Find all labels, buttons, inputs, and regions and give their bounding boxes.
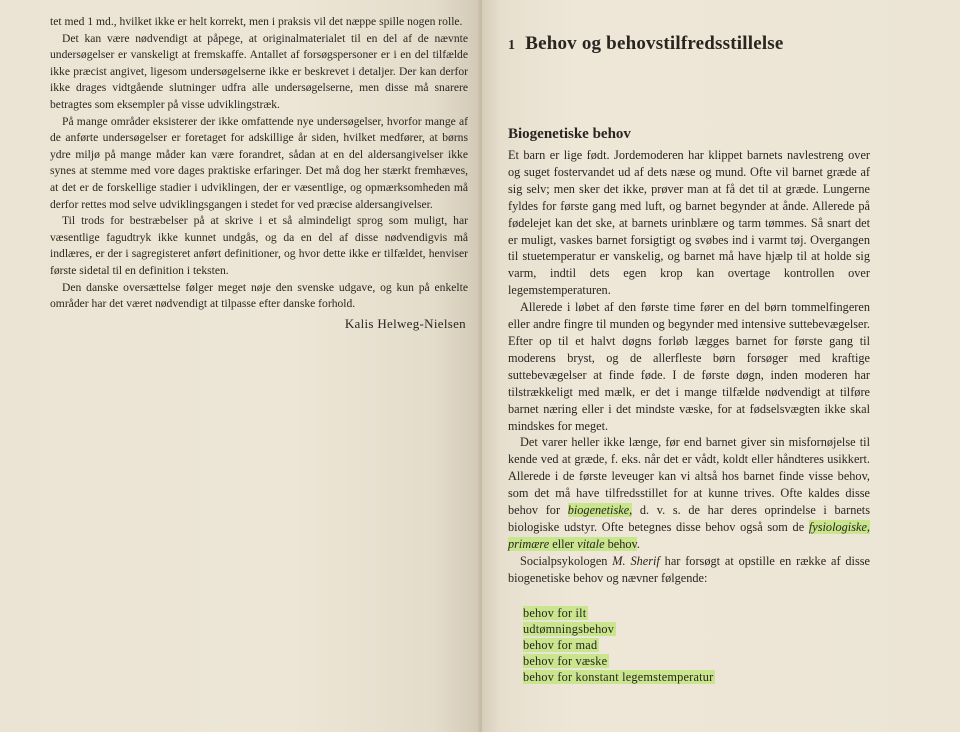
paragraph: Allerede i løbet af den første time fører en del børn tommelfingeren eller andre fingre til munden og begynder med intensive suttebevægelser. Efter op til et halvt døgns forløb lægges barnet for første gang til moderens bryst, og de allerfleste børn forsøger med kraftige suttebevægelser at finde føde. I de første døgn, inden moderen har tilstrækkeligt med mælk, er det i mange tilfælde nødvendigt at tilføre barnet næring eller i det mindste væske, for at fødselsvægten ikke skal mindskes for meget. [508,300,870,433]
highlighted-item: behov for konstant legemstemperatur [523,669,714,684]
list-item [523,637,960,653]
author-signature: Kalis Helweg-Nielsen [344,315,466,331]
text-run: d. v. s. de har deres oprindelse i barnets biologiske udstyr. Ofte betegnes disse behov også som de [508,503,871,534]
paragraph: Et barn er lige født. Jordemoderen har klippet barnets navlestreng over og suget fostervandet ud af dets næse og mund. Ofte vil barnet græde af sig selv; men sker det ikke, prøver man at få det til at græde. Lungerne fyldes for første gang med luft, og barnet begynder at ånde. Allerede på fødelejet kan det ske, at barnets urinblære og tarm tømmes. Så snart det er muligt, vaskes barnet forsigtigt og svøbes ind i varmt tøj. Overgangen til stuetemperatur er vanskelig, og barnet må have hjælp til at holde sig varm, indtil dets egen krop kan overtage kontrollen over legemstemperaturen. [508,148,870,298]
paragraph [508,434,870,552]
text-run: Det varer heller ikke længe, før end barnet giver sin misfornøjelse til kende ved at græde, f. eks. når det er vådt, koldt eller håndteres usikkert. Allerede i de første leveuger kan vi altså hos barnet finde visse behov, som det må have tilfredsstillet for at kunne trives. Ofte kaldes disse behov for [508,435,870,518]
list-item [523,669,960,685]
paragraph: Det kan være nødvendigt at påpege, at originalmaterialet til en del af de nævnte undersøgelser er vanskeligt at fremskaffe. Antallet af forsøgspersoner er i en del tilfælde ikke præcist angivet, ligesom undersøgelserne ikke er beskrevet i detaljer. Der kan derfor ikke drages vidtgående slutninger udfra alle undersøgelserne, men disse må snarere betragtes som eksempler på visse udviklingstræk. [50,31,468,111]
chapter-heading [508,33,960,55]
text-run: . [636,536,640,551]
highlighted-item: behov for ilt [523,605,587,620]
chapter-number: 1 [508,38,516,53]
paragraph [508,553,870,587]
highlighted-item: udtømningsbehov [523,621,615,636]
right-page [482,0,960,732]
right-page-body [508,147,870,587]
highlighted-term: fysiologiske, primære [508,519,870,551]
highlighted-term: vitale [577,536,605,551]
highlighted-item: behov for mad [523,637,598,652]
text-run: Socialpsykologen [520,553,613,568]
section-title: Biogenetiske behov [508,126,631,142]
list-item [523,621,960,637]
left-page-body [50,14,468,332]
highlighted-item: behov for væske [523,653,608,668]
paragraph: tet med 1 md., hvilket ikke er helt korrekt, men i praksis vil det næppe spille nogen rolle. [50,15,463,28]
text-run: behov [604,536,637,551]
needs-list [523,605,960,685]
text-run: eller [549,536,578,551]
highlighted-term: biogenetiske, [567,503,633,518]
list-item [523,653,960,669]
list-item [523,605,960,621]
paragraph: På mange områder eksisterer der ikke omfattende nye undersøgelser, hvorfor mange af de anførte undersøgelser er foretaget for adskillige år siden, hvilket medfører, at børns ydre miljø på mange måder kan være forandret, sådan at en del aldersangivelser ikke synes at stemme med vore dages praktiske erfaringer. Det må dog her stærkt fremhæves, at det er de forskellige stadier i udviklingen, der er væsentlige, og opmærksomheden må derfor rettes mod selve udviklingsgangen i stedet for ved præcise aldersangivelser. [50,114,468,211]
paragraph: Til trods for bestræbelser på at skrive i et så almindeligt sprog som muligt, har væsentlige fagudtryk ikke kunnet undgås, og da en del af disse nødvendigvis må indlæres, er der i sagregisteret anført definitioner, og hvor dette ikke er tilfældet, henviser første sidetal til en definition i teksten. [50,214,468,277]
person-name: M. Sherif [612,553,660,568]
paragraph: Den danske oversættelse følger meget nøje den svenske udgave, og kun på enkelte områder har det været nødvendigt at tilpasse efter danske forhold. [50,280,468,311]
chapter-title: Behov og behovstilfredsstillelse [525,33,784,54]
text-run: har forsøgt at opstille en række af disse biogenetiske behov og nævner følgende: [508,553,870,585]
